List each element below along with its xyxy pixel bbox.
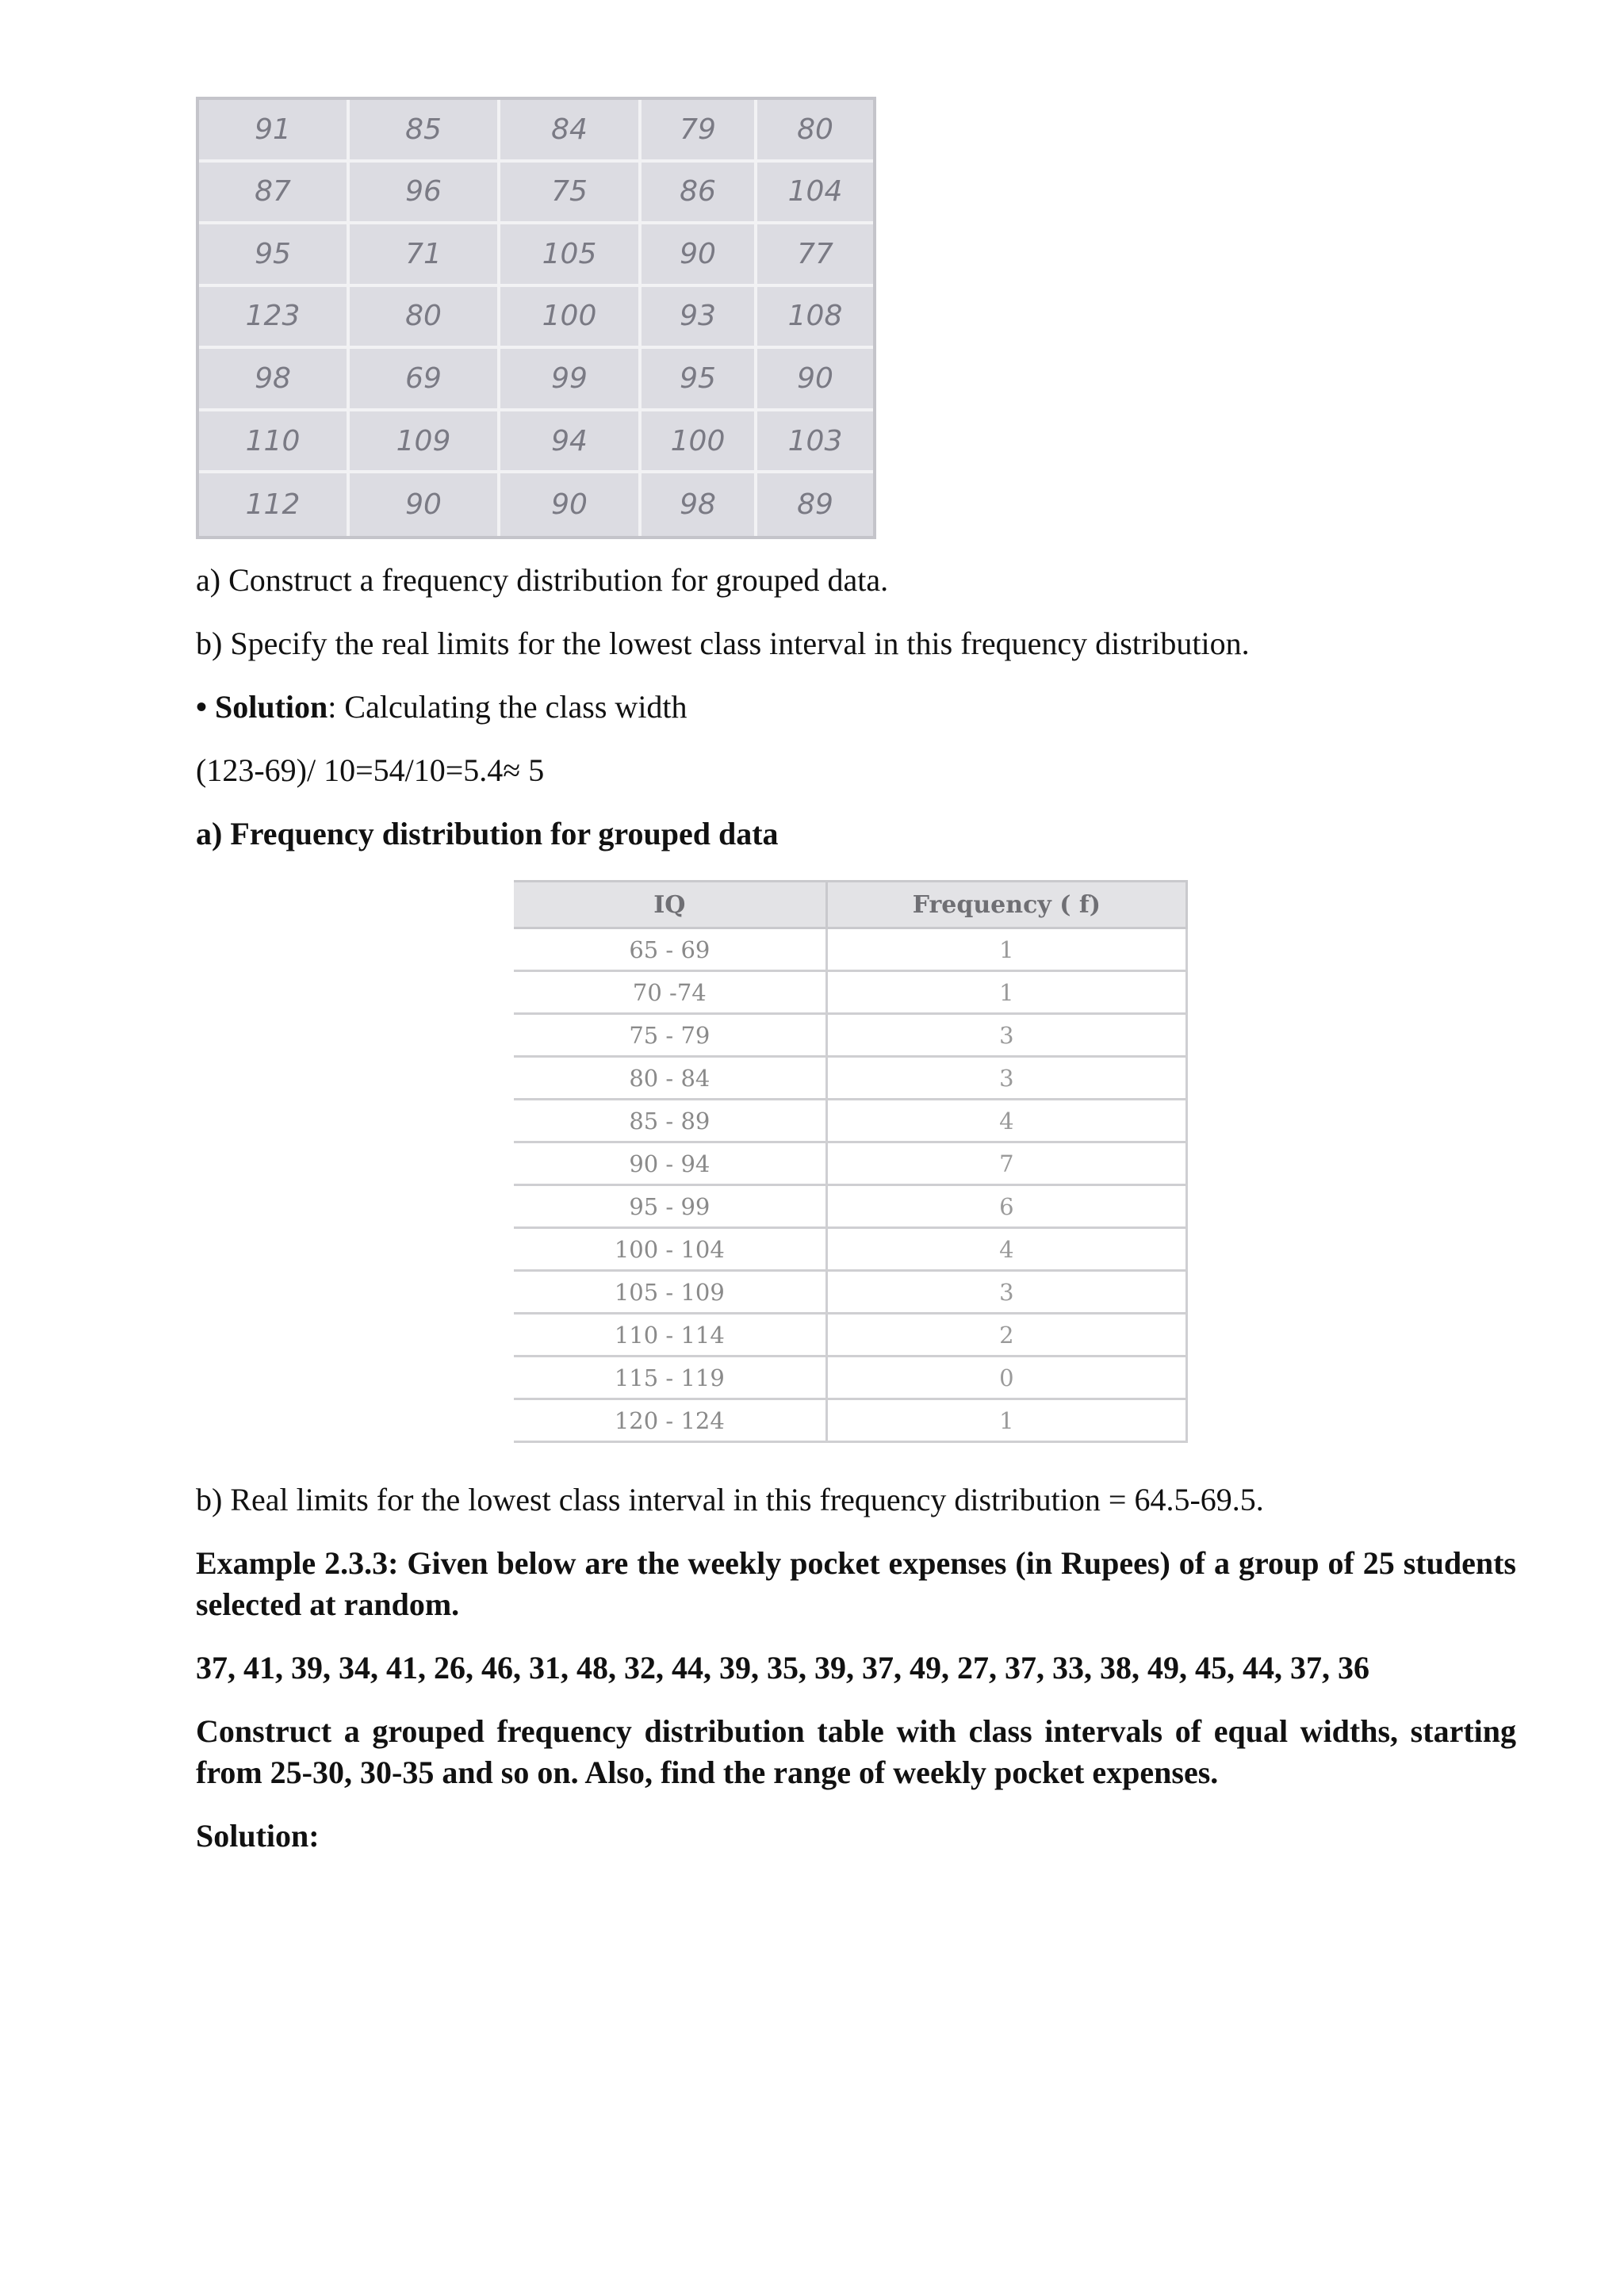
frequency-table-row	[514, 1314, 1187, 1357]
iq-table-cell: 80	[757, 100, 873, 163]
iq-column-header: IQ	[514, 882, 826, 928]
example-instruction: Construct a grouped frequency distribution table with class intervals of equal widths, starting from 25-30, 30-35 and so on. Also, find the range of weekly pocket expenses.	[196, 1713, 1516, 1790]
frequency-cell: 4	[826, 1228, 1186, 1271]
frequency-heading: a) Frequency distribution for grouped data	[196, 816, 779, 851]
iq-table-cell: 86	[642, 163, 757, 225]
iq-table-cell: 69	[350, 349, 500, 411]
frequency-table-row	[514, 928, 1187, 971]
iq-table-cell: 84	[500, 100, 642, 163]
class-interval-cell: 80 - 84	[514, 1057, 826, 1100]
iq-table-cell: 100	[500, 287, 642, 350]
class-interval-cell: 115 - 119	[514, 1357, 826, 1399]
frequency-table-row	[514, 1357, 1187, 1399]
iq-table-cell: 96	[350, 163, 500, 225]
iq-table-cell: 98	[199, 349, 350, 411]
frequency-table-row	[514, 1228, 1187, 1271]
real-limits-answer: b) Real limits for the lowest class interval in this frequency distribution = 64.5-69.5.	[196, 1482, 1264, 1517]
class-interval-cell: 85 - 89	[514, 1100, 826, 1142]
frequency-cell: 3	[826, 1014, 1186, 1057]
iq-table-cell: 100	[642, 411, 757, 474]
iq-table-cell: 93	[642, 287, 757, 350]
example-data-values: 37, 41, 39, 34, 41, 26, 46, 31, 48, 32, 44, 39, 35, 39, 37, 49, 27, 37, 33, 38, 49, 45, 44, 37, 36	[196, 1650, 1369, 1686]
class-interval-cell: 90 - 94	[514, 1142, 826, 1185]
class-interval-cell: 110 - 114	[514, 1314, 826, 1357]
frequency-cell: 7	[826, 1142, 1186, 1185]
frequency-table-row	[514, 1057, 1187, 1100]
iq-table-cell: 87	[199, 163, 350, 225]
frequency-distribution-table	[514, 880, 1188, 1443]
iq-data-table	[196, 97, 876, 539]
iq-table-cell: 75	[500, 163, 642, 225]
iq-table-cell: 99	[500, 349, 642, 411]
iq-table-cell: 109	[350, 411, 500, 474]
iq-table-cell: 105	[500, 224, 642, 287]
example-solution-label: Solution:	[196, 1818, 320, 1854]
frequency-column-header: Frequency ( f)	[826, 882, 1186, 928]
frequency-cell: 4	[826, 1100, 1186, 1142]
class-width-calculation: (123-69)/ 10=54/10=5.4≈ 5	[196, 752, 545, 788]
frequency-table-row	[514, 1014, 1187, 1057]
solution-label: • Solution	[196, 689, 328, 725]
frequency-cell: 6	[826, 1185, 1186, 1228]
frequency-table-row	[514, 971, 1187, 1014]
class-interval-cell: 65 - 69	[514, 928, 826, 971]
frequency-table-row	[514, 1100, 1187, 1142]
class-interval-cell: 95 - 99	[514, 1185, 826, 1228]
iq-table-cell: 89	[797, 488, 833, 522]
class-interval-cell: 105 - 109	[514, 1271, 826, 1314]
iq-table-cell: 98	[642, 473, 757, 536]
example-title: Example 2.3.3: Given below are the weekly pocket expenses (in Rupees) of a group of 25 students selected at random.	[196, 1545, 1516, 1622]
iq-table-cell: 85	[350, 100, 500, 163]
iq-table-cell: 71	[350, 224, 500, 287]
solution-intro	[196, 687, 1516, 728]
frequency-cell: 3	[826, 1057, 1186, 1100]
question-b: b) Specify the real limits for the lowest class interval in this frequency distribution.	[196, 626, 1250, 661]
frequency-cell: 1	[826, 1399, 1186, 1442]
frequency-table-header-row	[514, 882, 1187, 928]
iq-table-cell: 108	[757, 287, 873, 350]
iq-table-cell: 90	[757, 349, 873, 411]
iq-table-cell: 90	[642, 224, 757, 287]
iq-table-cell: 80	[350, 287, 500, 350]
iq-table-cell: 90	[500, 473, 642, 536]
frequency-table-row	[514, 1271, 1187, 1314]
frequency-cell: 1	[826, 928, 1186, 971]
class-interval-cell: 100 - 104	[514, 1228, 826, 1271]
iq-table-cell: 95	[642, 349, 757, 411]
iq-table-cell: 123	[199, 287, 350, 350]
iq-table-cell: 95	[199, 224, 350, 287]
iq-table-cell: 103	[757, 411, 873, 474]
frequency-cell: 2	[826, 1314, 1186, 1357]
iq-table-cell: 94	[500, 411, 642, 474]
class-interval-cell: 75 - 79	[514, 1014, 826, 1057]
iq-table-cell: 110	[199, 411, 350, 474]
frequency-table-row	[514, 1185, 1187, 1228]
frequency-table-row	[514, 1399, 1187, 1442]
frequency-cell: 0	[826, 1357, 1186, 1399]
frequency-cell: 1	[826, 971, 1186, 1014]
iq-table-cell: 91	[199, 100, 350, 163]
solution-intro-text: : Calculating the class width	[327, 689, 688, 725]
frequency-table-row	[514, 1142, 1187, 1185]
frequency-cell: 3	[826, 1271, 1186, 1314]
iq-table-cell: 90	[350, 473, 500, 536]
class-interval-cell: 120 - 124	[514, 1399, 826, 1442]
iq-table-cell: 79	[642, 100, 757, 163]
iq-table-cell: 104	[757, 163, 873, 225]
class-interval-cell: 70 -74	[514, 971, 826, 1014]
iq-table-cell: 77	[757, 224, 873, 287]
question-a: a) Construct a frequency distribution for grouped data.	[196, 562, 889, 598]
iq-table-cell: 112	[199, 473, 350, 536]
